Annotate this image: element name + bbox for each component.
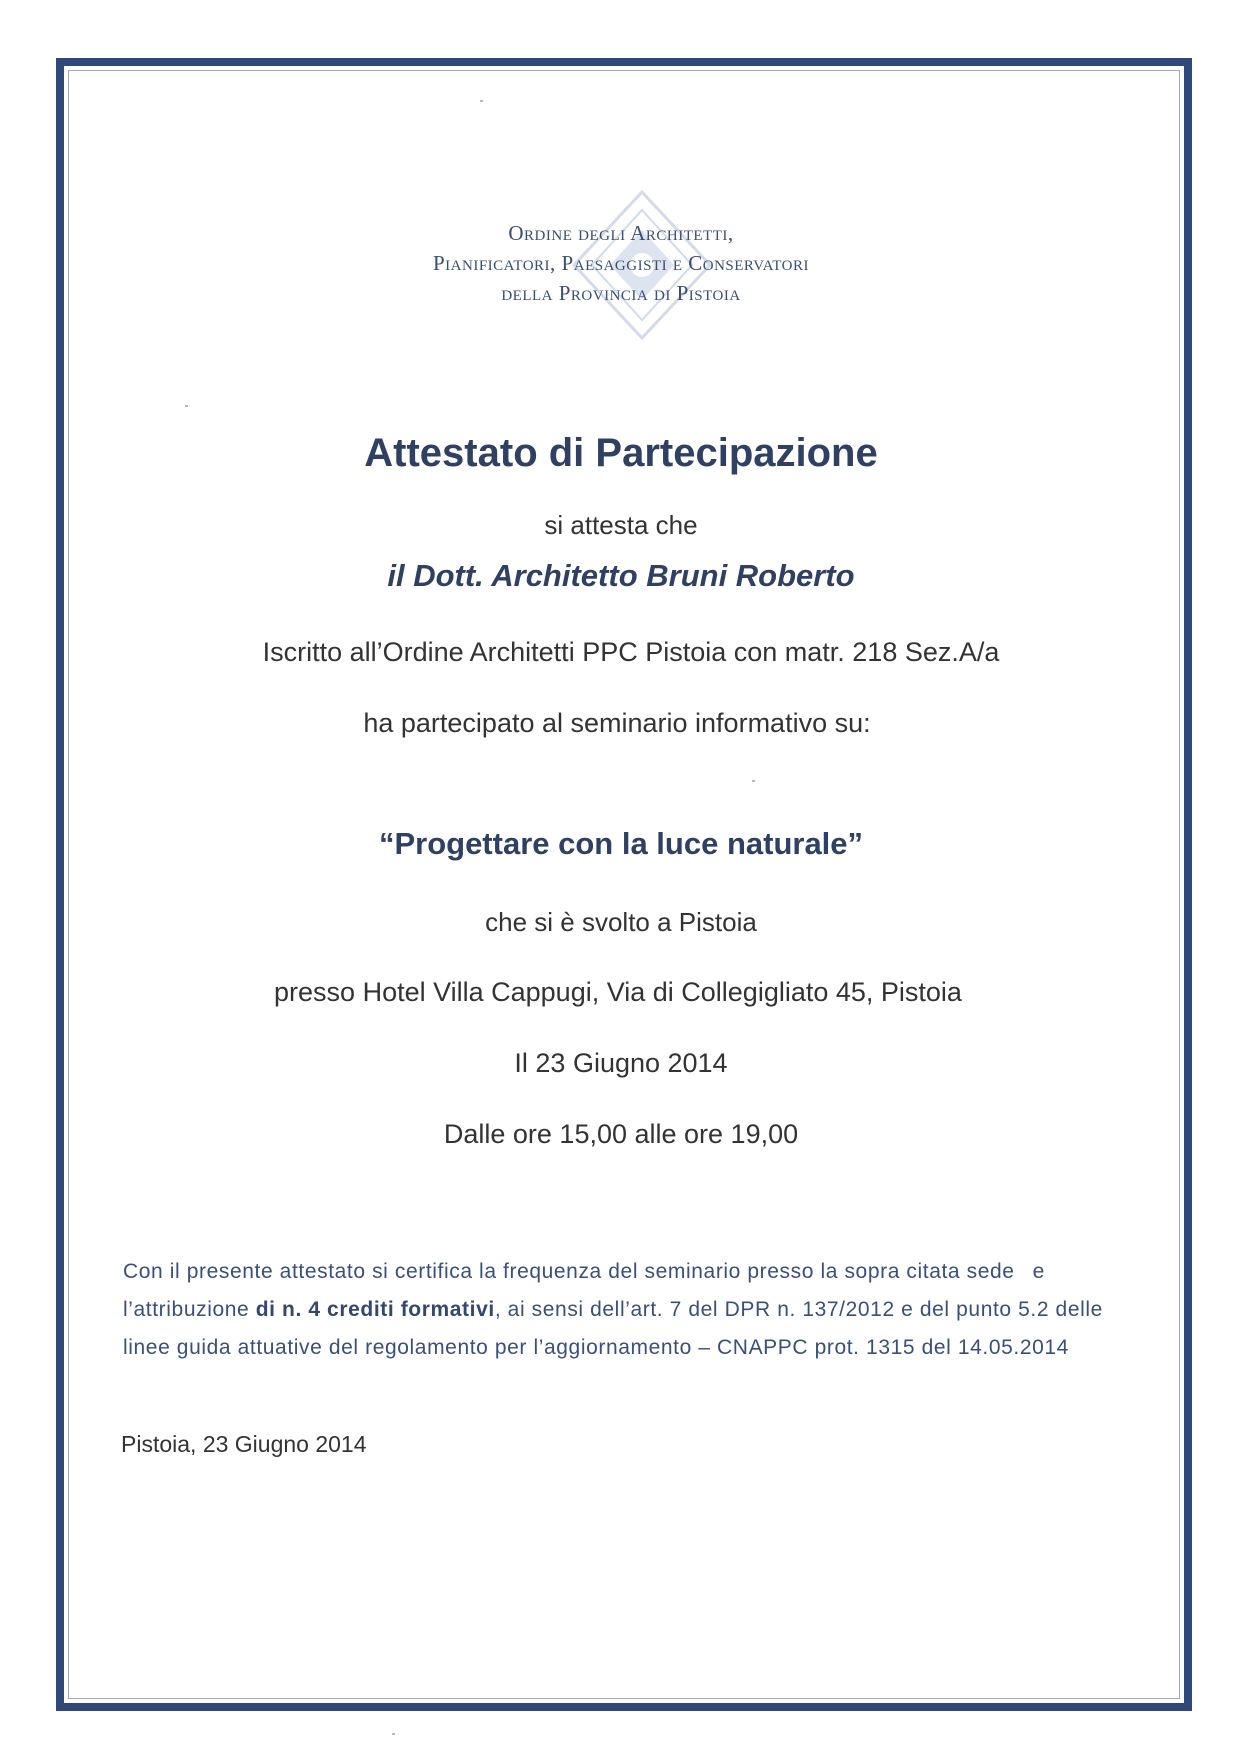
certificate-title: Attestato di Partecipazione	[364, 431, 878, 475]
issuer-line-1: Ordine degli Architetti,	[508, 221, 734, 245]
certification-note	[123, 1253, 1123, 1367]
scan-speck	[480, 100, 483, 102]
note-part-1: Con il presente attestato si certifica la frequenza del seminario presso la sopra citata sede	[123, 1260, 1015, 1283]
issuer-line-2: Pianificatori, Paesaggisti e Conservatori	[432, 251, 810, 275]
credits-amount: di n. 4 crediti formativi	[255, 1298, 495, 1321]
scan-speck	[752, 780, 755, 782]
recipient-name: il Dott. Architetto Bruni Roberto	[387, 558, 855, 593]
registration-text: Iscritto all’Ordine Architetti PPC Pistoia con matr. 218 Sez.A/a	[262, 637, 1000, 667]
location-city: che si è svolto a Pistoia	[485, 907, 757, 937]
event-date: Il 23 Giugno 2014	[514, 1048, 728, 1078]
issuer-line-3: della Provincia di Pistoia	[501, 281, 741, 305]
intro-text: si attesta che	[544, 510, 698, 540]
place-and-date: Pistoia, 23 Giugno 2014	[121, 1431, 367, 1457]
participation-text: ha partecipato al seminario informativo su:	[363, 708, 871, 738]
seminar-title: “Progettare con la luce naturale”	[378, 826, 864, 861]
note-part-3: , ai sensi dell’art. 7 del DPR n. 137/2012 e del punto 5.2 delle linee guida attuative del regolamento per l’aggiornamento – CNAPPC prot. 1315 del 14.05.2014	[123, 1298, 1103, 1359]
venue-address: presso Hotel Villa Cappugi, Via di Collegigliato 45, Pistoia	[274, 977, 962, 1007]
scan-speck	[185, 405, 188, 407]
issuer-header	[0, 218, 1242, 308]
note-part-2: e l’attribuzione	[123, 1260, 1045, 1321]
event-time: Dalle ore 15,00 alle ore 19,00	[443, 1119, 799, 1149]
scan-speck	[392, 1733, 395, 1735]
